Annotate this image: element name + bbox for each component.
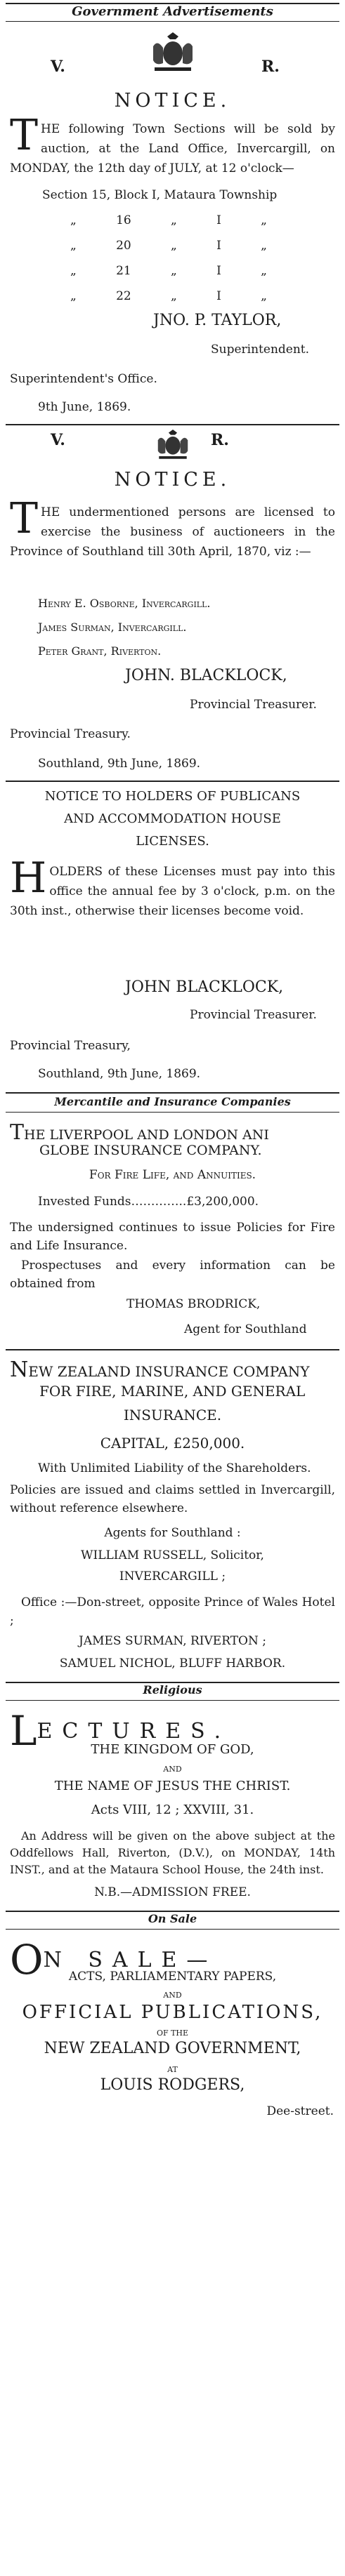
insurance-heading: FOR FIRE, MARINE, AND GENERAL <box>39 1383 306 1400</box>
sale-heading: NEW ZEALAND GOVERNMENT, <box>44 2040 301 2057</box>
insurance-subheading: For Fire Life, and Annuities. <box>89 1168 256 1182</box>
admission-note: N.B.—ADMISSION FREE. <box>94 1885 251 1899</box>
crown-v: V. <box>51 431 65 449</box>
office: Provincial Treasury. <box>10 727 131 741</box>
lectures-title: LECTURES. <box>10 1707 231 1755</box>
lecture-subject: THE KINGDOM OF GOD, <box>91 1742 254 1757</box>
section-row: „ 20 „ I „ <box>70 239 267 253</box>
office: Superintendent's Office. <box>10 372 157 386</box>
section-rule <box>6 21 339 22</box>
royal-arms-icon <box>148 430 198 460</box>
sale-heading: OFFICIAL PUBLICATIONS, <box>22 2002 323 2023</box>
section-head-government: Government Advertisements <box>72 4 273 19</box>
section-rule <box>6 1092 339 1094</box>
seller-place: Dee-street. <box>266 2104 334 2118</box>
signer: JOHN BLACKLOCK, <box>125 978 284 996</box>
crown-v: V. <box>51 58 65 76</box>
notice-body-text: OLDERS of these Licenses must pay into this office the annual fee by 3 o'clock, p.m. on the 30th inst., otherwise their licenses become void. <box>10 865 335 918</box>
office: Provincial Treasury, <box>10 1039 131 1053</box>
insurance-heading: GLOBE INSURANCE COMPANY. <box>39 1143 262 1158</box>
notice-body-text: HE undermentioned persons are licensed to exercise the business of auctioneers in the Province of Southland till 30th April, 1870, viz :— <box>10 505 335 559</box>
sale-item: ACTS, PARLIAMENTARY PAPERS, <box>68 1970 277 1984</box>
section-row: „ 21 „ I „ <box>70 264 267 278</box>
signer-role: Superintendent. <box>211 343 310 357</box>
and-label: AND <box>163 1765 182 1774</box>
signer-role: Provincial Treasurer. <box>190 1008 317 1022</box>
drop-cap: T <box>10 111 39 160</box>
section-rule <box>6 1112 339 1113</box>
agents-heading: Agents for Southland : <box>104 1526 241 1540</box>
divider <box>6 1349 339 1350</box>
notice-title: NOTICE. <box>114 90 231 112</box>
agent-name: SAMUEL NICHOL, BLUFF HARBOR. <box>59 1657 286 1671</box>
lecture-body: An Address will be given on the above subject at the Oddfellows Hall, Riverton, (D.V.), on MONDAY, 14th INST., and at the Mataura School House, the 24th inst. <box>10 1829 335 1876</box>
seller-name: LOUIS RODGERS, <box>100 2076 245 2094</box>
policies: Policies are issued and claims settled in Invercargill, without reference elsewhere. <box>10 1483 335 1515</box>
section-row: „ 16 „ I „ <box>70 213 267 227</box>
date: Southland, 9th June, 1869. <box>38 757 201 771</box>
section-head-mercantile: Mercantile and Insurance Companies <box>54 1095 291 1108</box>
crown-r: R. <box>211 431 229 449</box>
capital: CAPITAL, £250,000. <box>100 1435 245 1452</box>
notice-heading: NOTICE TO HOLDERS OF PUBLICANS <box>44 789 301 804</box>
drop-cap: T <box>10 494 39 543</box>
notice-body <box>10 494 335 592</box>
royal-arms-icon <box>148 32 198 73</box>
office-address: Office :—Don-street, opposite Prince of Wales Hotel ; <box>10 1595 335 1628</box>
notice-body <box>10 111 335 182</box>
invested-funds: Invested Funds…………..£3,200,000. <box>38 1195 259 1209</box>
licensee-name: Peter Grant, Riverton. <box>38 644 162 658</box>
insurance-heading: INSURANCE. <box>123 1407 222 1423</box>
agent-name: THOMAS BRODRICK, <box>126 1297 261 1311</box>
signer-role: Provincial Treasurer. <box>190 698 317 712</box>
signer: JOHN. BLACKLOCK, <box>125 667 287 684</box>
drop-cap: H <box>10 854 47 903</box>
section-row: „ 22 „ I „ <box>70 289 267 303</box>
scripture-ref: Acts VIII, 12 ; XXVIII, 31. <box>91 1802 254 1817</box>
notice-heading: LICENSES. <box>136 834 209 849</box>
insurance-heading: THE LIVERPOOL AND LONDON ANI <box>10 1120 269 1145</box>
licensee-name: James Surman, Invercargill. <box>38 620 187 634</box>
at-label: AT <box>167 2065 178 2074</box>
insurance-body: The undersigned continues to issue Policies for Fire and Life Insurance. <box>10 1221 335 1253</box>
notice-title: NOTICE. <box>114 469 231 491</box>
of-the-label: OF THE <box>156 2029 189 2038</box>
liability: With Unlimited Liability of the Shareholders. <box>38 1461 311 1475</box>
signer: JNO. P. TAYLOR, <box>153 312 282 329</box>
on-sale-title: ON SALE— <box>10 1936 218 1984</box>
insurance-body: Prospectuses and every information can be obtained from <box>10 1259 335 1291</box>
licensee-name: Henry E. Osborne, Invercargill. <box>38 597 211 610</box>
insurance-heading: NEW ZEALAND INSURANCE COMPANY <box>10 1357 310 1382</box>
agent-place: INVERCARGILL ; <box>119 1569 226 1584</box>
notice-body <box>10 854 335 953</box>
crown-r: R. <box>261 58 280 76</box>
section-head-religious: Religious <box>143 1683 202 1697</box>
notice-heading: AND ACCOMMODATION HOUSE <box>64 811 281 826</box>
agent-name: WILLIAM RUSSELL, Solicitor, <box>81 1548 264 1562</box>
section-rule <box>6 1929 339 1930</box>
divider <box>6 781 339 782</box>
section-line: Section 15, Block I, Mataura Township <box>42 188 278 202</box>
and-label: AND <box>163 1991 182 2000</box>
agent-name: JAMES SURMAN, RIVERTON ; <box>79 1634 266 1648</box>
section-rule <box>6 1700 339 1701</box>
agent-role: Agent for Southland <box>184 1322 307 1336</box>
lecture-subject: THE NAME OF JESUS THE CHRIST. <box>54 1779 291 1793</box>
date: Southland, 9th June, 1869. <box>38 1067 201 1081</box>
notice-body-text: HE following Town Sections will be sold by auction, at the Land Office, Invercargill, on MONDAY, the 12th day of JULY, at 12 o'clock— <box>10 122 335 175</box>
section-head-on-sale: On Sale <box>148 1912 197 1925</box>
date: 9th June, 1869. <box>38 400 131 414</box>
divider <box>6 424 339 425</box>
